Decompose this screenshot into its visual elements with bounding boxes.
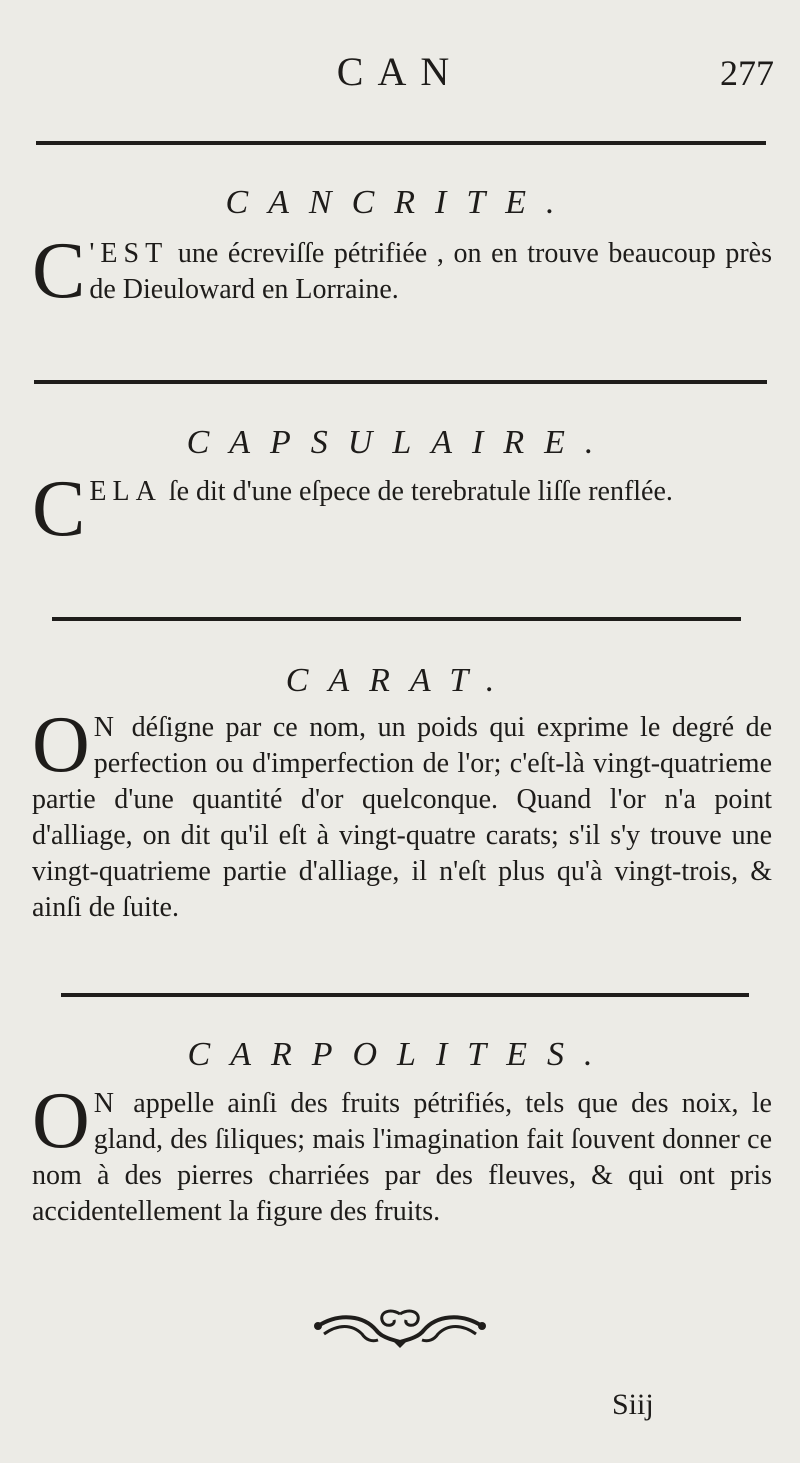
entry-body: une écreviſſe pétrifiée , on en trouve beaucoup près de Dieuloward en Lorraine. (89, 238, 772, 305)
entry-lead: N (93, 712, 121, 743)
dropcap: C (32, 227, 86, 315)
signature-mark: Siij (612, 1388, 654, 1421)
entry-lead: N (93, 1088, 121, 1119)
entry-lead: ELA (89, 476, 162, 507)
dropcap: O (32, 1077, 90, 1165)
entry-body: déſigne par ce nom, un poids qui exprime le degré de perfection ou d'imperfection de l'or; c'eſt-là vingt-quatrieme partie d'une quantité d'or quelconque. Quand l'or n'a point d'alliage, on dit qu'il eſt à vingt-quatre carats; s'il s'y trouve une vingt-quatrieme partie d'alliage, il n'eſt plus qu'à vingt-trois, & ainſi de ſuite. (32, 712, 772, 923)
entry-heading-carat: CARAT. (285, 662, 515, 699)
entry-text-cancrite (32, 227, 772, 315)
dropcap: C (32, 465, 86, 553)
entry-text-capsulaire (32, 465, 772, 553)
entry-text-carpolites (32, 1077, 772, 1230)
fleuron-ornament-icon (0, 1306, 800, 1354)
entry-heading-carpolites: CARPOLITES. (187, 1036, 613, 1073)
running-head (0, 48, 800, 98)
running-title: CAN (336, 49, 464, 94)
entry-heading-cancrite: CANCRITE. (225, 184, 575, 221)
page-number: 277 (720, 53, 774, 93)
entry-lead: 'EST (89, 238, 169, 269)
entry-body: appelle ainſi des fruits pétrifiés, tels que des noix, le gland, des ſiliques; mais l'imagination fait ſouvent donner ce nom à des pierres charriées par des fleuves, & qui ont pris accidentellement la figure des fruits. (32, 1088, 772, 1227)
top-rule (36, 141, 766, 145)
section-rule (52, 617, 741, 621)
dropcap: O (32, 701, 90, 789)
section-rule (61, 993, 749, 997)
section-rule (34, 380, 767, 384)
entry-heading-capsulaire: CAPSULAIRE. (186, 424, 614, 461)
entry-text-carat (32, 701, 772, 926)
entry-body: ſe dit d'une eſpece de terebratule liſſe renflée. (161, 476, 673, 507)
